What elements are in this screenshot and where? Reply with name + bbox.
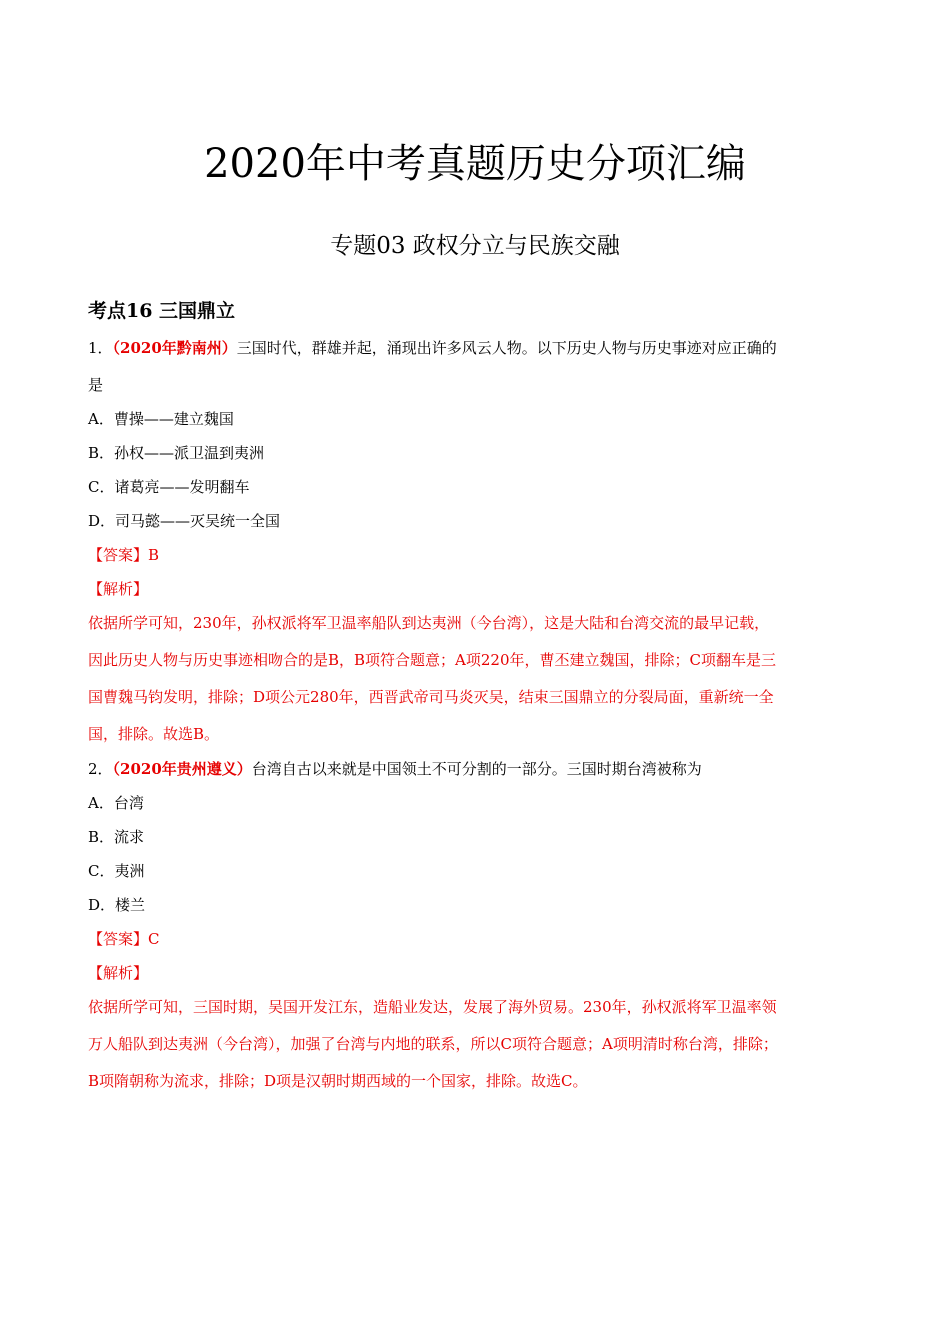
answer-value: C	[148, 930, 160, 948]
analysis-line: 国，排除。故选B。	[88, 725, 220, 743]
question-number: 1．	[88, 339, 113, 357]
question-2-stem	[88, 758, 868, 780]
analysis-line: 国曹魏马钧发明，排除；D项公元280年，西晋武帝司马炎灭吴，结束三国鼎立的分裂局面，重新统一全	[88, 688, 774, 706]
option-a: A．曹操——建立魏国	[88, 410, 234, 428]
option-b: B．孙权——派卫温到夷洲	[88, 444, 265, 462]
answer-label: 【答案】	[88, 930, 149, 948]
analysis-label: 【解析】	[88, 580, 149, 598]
analysis-line: 依据所学可知，230年，孙权派将军卫温率船队到达夷洲（今台湾），这是大陆和台湾交流的最早记载，	[88, 614, 770, 632]
question-number: 2．	[88, 760, 113, 778]
question-1-stem	[88, 337, 868, 359]
option-c: C．夷洲	[88, 862, 145, 880]
analysis-line: 依据所学可知，三国时期，吴国开发江东，造船业发达，发展了海外贸易。230年，孙权派将军卫温率领	[88, 998, 777, 1016]
option-d: D．司马懿——灭吴统一全国	[88, 512, 281, 530]
question-1-stem-continued: 是	[88, 376, 104, 394]
section-heading: 考点16 三国鼎立	[88, 300, 236, 322]
document-title: 2020年中考真题历史分项汇编	[204, 141, 746, 187]
analysis-line: 因此历史人物与历史事迹相吻合的是B，B项符合题意；A项220年，曹丕建立魏国，排除；C项翻车是三	[88, 651, 776, 669]
question-source-tag: （2020年贵州遵义）	[112, 760, 252, 778]
question-stem-text: 三国时代，群雄并起，涌现出许多风云人物。以下历史人物与历史事迹对应正确的	[236, 339, 777, 357]
option-b: B．流求	[88, 828, 145, 846]
option-d: D．楼兰	[88, 896, 146, 914]
option-c: C．诸葛亮——发明翻车	[88, 478, 250, 496]
question-stem-text: 台湾自古以来就是中国领土不可分割的一部分。三国时期台湾被称为	[251, 760, 702, 778]
answer-label: 【答案】	[88, 546, 149, 564]
question-source-tag: （2020年黔南州）	[112, 339, 237, 357]
document-subtitle: 专题03 政权分立与民族交融	[330, 233, 620, 259]
answer-value: B	[148, 546, 160, 564]
option-a: A．台湾	[88, 794, 144, 812]
analysis-line: B项隋朝称为流求，排除；D项是汉朝时期西域的一个国家，排除。故选C。	[88, 1072, 588, 1090]
answer-line	[88, 544, 868, 566]
analysis-label: 【解析】	[88, 964, 149, 982]
analysis-line: 万人船队到达夷洲（今台湾），加强了台湾与内地的联系，所以C项符合题意；A项明清时称台湾，排除；	[88, 1035, 778, 1053]
answer-line	[88, 928, 868, 950]
